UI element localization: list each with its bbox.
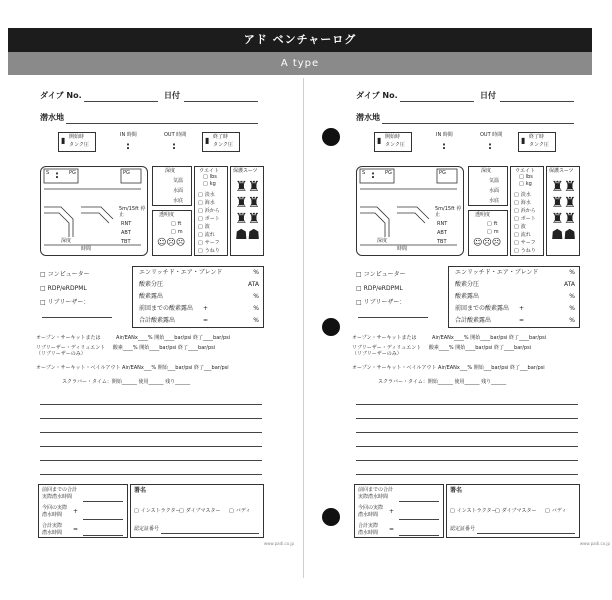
wetsuit-icons[interactable]: ♜♜ ♜♜ ♜♜ ☗☗ (551, 179, 577, 243)
tank-icon: ▮ (205, 136, 210, 145)
site-field[interactable] (66, 123, 258, 124)
nitrox-box[interactable]: エンリッチド・エア・ブレンド % 酸素分圧 ATA 酸素露出 % 前回までの酸素露出 + % 合計酸素露出 = % (448, 266, 580, 328)
log-page-right (352, 78, 612, 558)
in-time-label: IN 時間 (436, 132, 453, 138)
weight-conditions-box[interactable]: ウエイト □ lbs □ kg □ 淡水 □ 海水 □ 浜から □ ボート □ 波 □ 流れ □ サーフ □ うねり (510, 166, 544, 256)
tank-icon: ▮ (377, 136, 382, 145)
dive-time-totals-box[interactable]: 前回までの合計 実際潜水時間 今回の実際 潜水時間 + 合計実際 潜水時間 = (354, 484, 444, 538)
binder-hole (322, 128, 340, 146)
temperature-box[interactable]: 深度 気温 水面 水底 (152, 166, 192, 206)
rebreather-checkbox[interactable]: □ リブリーザー： (40, 300, 89, 307)
tank-icon: ▮ (521, 136, 526, 145)
page-divider (303, 78, 304, 578)
binder-hole (322, 508, 340, 526)
signature-box[interactable]: 署名 □ インストラクター □ ダイブマスター □ バディ 認定証番号 (130, 484, 264, 538)
computer-checkbox[interactable]: □ コンピューター (40, 272, 90, 279)
tank-icon: ▮ (61, 136, 66, 145)
exposure-suit-box[interactable]: 保護スーツ ♜♜ ♜♜ ♜♜ ☗☗ (546, 166, 580, 256)
gas-row-open-circuit[interactable]: オープン・サーキットまたは Air/EANx____% 開始____bar/psi 終了____bar/psi (36, 335, 231, 341)
notes-line[interactable] (356, 446, 578, 447)
out-time-label: OUT 時間 (480, 132, 503, 138)
face-icons[interactable]: ☺☹☹ (157, 238, 186, 248)
exposure-suit-box[interactable]: 保護スーツ ♜♜ ♜♜ ♜♜ ☗☗ (230, 166, 264, 256)
binder-hole (322, 318, 340, 336)
in-time-field[interactable]: : (442, 141, 446, 152)
notes-line[interactable] (356, 460, 578, 461)
start-tank-box[interactable]: ▮ 開始時 タンク圧 (58, 132, 96, 152)
face-icons[interactable]: ☺☹☹ (473, 238, 502, 248)
scrubber-time[interactable]: スクラバー・タイム：開始______ 使用______ 残り______ (378, 379, 507, 385)
gas-row-diluent[interactable]: リブリーザー・ディリュエント 酸素____% 開始____bar/psi 終了____bar/psi （リブリーザーのみ） (352, 345, 532, 357)
rdp-checkbox[interactable]: □ RDP/eRDPML (356, 286, 403, 293)
dive-profile-box[interactable]: S : PG PG 5m/15ft 停止 RNT ABT TBT 深度 時間 (356, 166, 464, 256)
notes-line[interactable] (40, 460, 262, 461)
notes-line[interactable] (356, 432, 578, 433)
date-label: 日付 (164, 91, 180, 100)
visibility-box[interactable]: 透明度 □ ft □ m ☺☹☹ (468, 210, 508, 256)
end-tank-box[interactable]: ▮ 終了時 タンク圧 (518, 132, 556, 152)
dive-no-label: ダイブ No. (356, 91, 398, 100)
temperature-box[interactable]: 深度 気温 水面 水底 (468, 166, 508, 206)
url-text: www.padi.co.jp (263, 541, 294, 546)
gas-row-open-circuit[interactable]: オープン・サーキットまたは Air/EANx____% 開始____bar/psi 終了____bar/psi (352, 335, 547, 341)
date-label: 日付 (480, 91, 496, 100)
notes-line[interactable] (40, 404, 262, 405)
notes-line[interactable] (40, 446, 262, 447)
site-label: 潜水地 (40, 113, 64, 122)
page-subtitle: A type (8, 52, 592, 75)
notes-line[interactable] (40, 474, 262, 475)
gas-row-bailout[interactable]: オープン・サーキット・ベイルアウト Air/EANx___% 開始___bar/psi 終了___bar/psi (36, 365, 229, 371)
notes-line[interactable] (40, 418, 262, 419)
notes-line[interactable] (356, 418, 578, 419)
out-time-field[interactable]: : (488, 141, 492, 152)
gas-row-bailout[interactable]: オープン・サーキット・ベイルアウト Air/EANx___% 開始___bar/psi 終了___bar/psi (352, 365, 545, 371)
computer-checkbox[interactable]: □ コンピューター (356, 272, 406, 279)
dive-profile-box[interactable]: S : PG PG 5m/15ft 停止 RNT ABT TBT 深度 時間 (40, 166, 148, 256)
site-label: 潜水地 (356, 113, 380, 122)
in-time-label: IN 時間 (120, 132, 137, 138)
in-time-field[interactable]: : (126, 141, 130, 152)
url-text: www.padi.co.jp (579, 541, 610, 546)
scrubber-time[interactable]: スクラバー・タイム：開始______ 使用______ 残り______ (62, 379, 191, 385)
rebreather-checkbox[interactable]: □ リブリーザー： (356, 300, 405, 307)
dive-no-field[interactable] (400, 101, 474, 102)
site-field[interactable] (382, 123, 574, 124)
notes-line[interactable] (356, 474, 578, 475)
dive-no-field[interactable] (84, 101, 158, 102)
notes-line[interactable] (40, 432, 262, 433)
gas-row-diluent[interactable]: リブリーザー・ディリュエント 酸素____% 開始____bar/psi 終了____bar/psi （リブリーザーのみ） (36, 345, 216, 357)
out-time-field[interactable]: : (172, 141, 176, 152)
visibility-box[interactable]: 透明度 □ ft □ m ☺☹☹ (152, 210, 192, 256)
log-page-left (36, 78, 296, 558)
out-time-label: OUT 時間 (164, 132, 187, 138)
signature-box[interactable]: 署名 □ インストラクター □ ダイブマスター □ バディ 認定証番号 (446, 484, 580, 538)
dive-no-label: ダイブ No. (40, 91, 82, 100)
start-tank-box[interactable]: ▮ 開始時 タンク圧 (374, 132, 412, 152)
nitrox-box[interactable]: エンリッチド・エア・ブレンド % 酸素分圧 ATA 酸素露出 % 前回までの酸素露出 + % 合計酸素露出 = % (132, 266, 264, 328)
dive-time-totals-box[interactable]: 前回までの合計 実際潜水時間 今回の実際 潜水時間 + 合計実際 潜水時間 = (38, 484, 128, 538)
date-field[interactable] (500, 101, 574, 102)
wetsuit-icons[interactable]: ♜♜ ♜♜ ♜♜ ☗☗ (235, 179, 261, 243)
end-tank-box[interactable]: ▮ 終了時 タンク圧 (202, 132, 240, 152)
rdp-checkbox[interactable]: □ RDP/eRDPML (40, 286, 87, 293)
page-title: アド ベンチャーログ (8, 28, 592, 52)
weight-conditions-box[interactable]: ウエイト □ lbs □ kg □ 淡水 □ 海水 □ 浜から □ ボート □ 波 □ 流れ □ サーフ □ うねり (194, 166, 228, 256)
notes-line[interactable] (356, 404, 578, 405)
date-field[interactable] (184, 101, 258, 102)
